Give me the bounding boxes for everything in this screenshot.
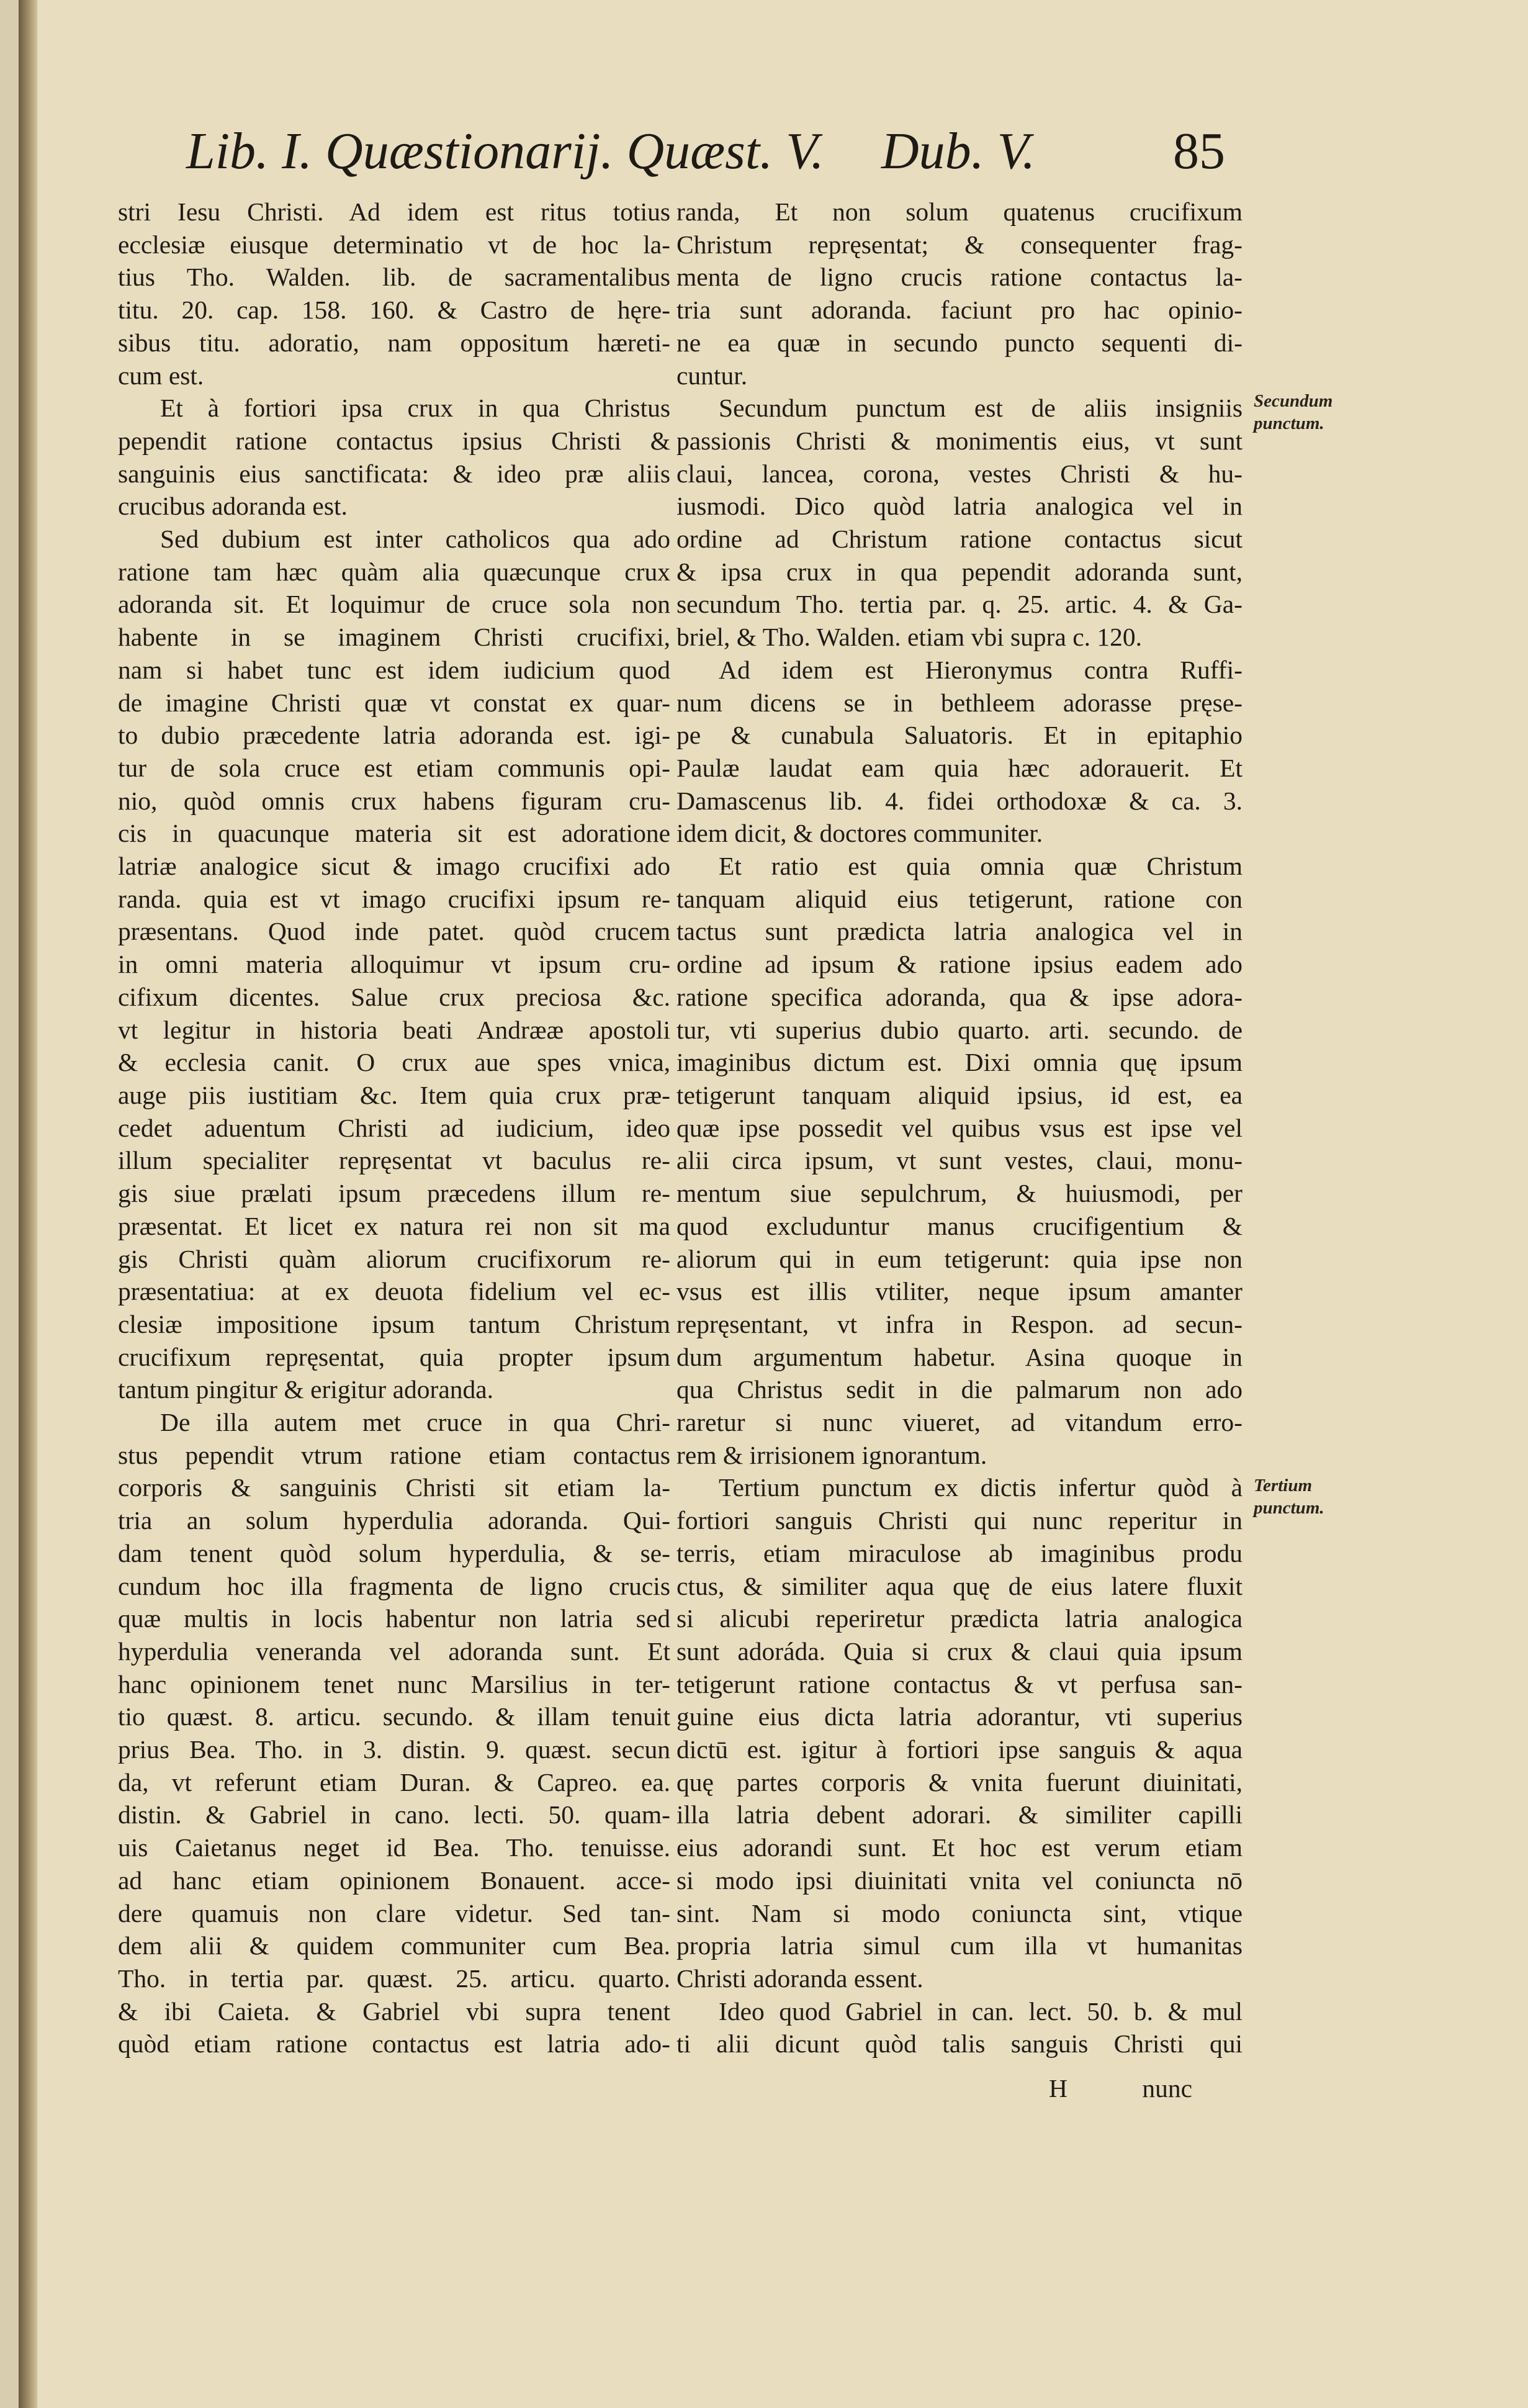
text-line: titu. 20. cap. 158. 160. & Castro de hęre-	[118, 295, 670, 325]
book-page	[19, 0, 1528, 2408]
text-line: præsentans. Quod inde patet. quòd crucem	[118, 917, 670, 946]
text-line: Et à fortiori ipsa crux in qua Christus	[160, 394, 670, 423]
text-line: tactus sunt prædicta latria analogica vel in	[676, 917, 1243, 946]
text-line: to dubio præcedente latria adoranda est. igi-	[118, 721, 670, 750]
text-line: tria an solum hyperdulia adoranda. Qui-	[118, 1506, 670, 1535]
text-line: guine eius dicta latria adorantur, vti superius	[676, 1702, 1243, 1731]
text-line: ecclesiæ eiusque determinatio vt de hoc la-	[118, 230, 670, 259]
text-line: De illa autem met cruce in qua Chri-	[160, 1408, 670, 1437]
text-line: tanquam aliquid eius tetigerunt, ratione con	[676, 884, 1243, 913]
text-line: tur de sola cruce est etiam communis opi-	[118, 753, 670, 782]
text-line: tetigerunt tanquam aliquid ipsius, id est, ea	[676, 1080, 1243, 1109]
text-line: Paulæ laudat eam quia hæc adorauerit. Et	[676, 753, 1243, 782]
text-line: repręsentant, vt infra in Respon. ad secun-	[676, 1309, 1243, 1338]
text-line: vt legitur in historia beati Andrææ apostoli	[118, 1015, 670, 1044]
text-line: in omni materia alloquimur vt ipsum cru-	[118, 950, 670, 979]
text-line: ratione tam hæc quàm alia quæcunque crux	[118, 557, 670, 586]
text-line: alii circa ipsum, vt sunt vestes, claui, monu-	[676, 1146, 1243, 1175]
text-line: aliorum qui in eum tetigerunt: quia ipse non	[676, 1244, 1243, 1273]
text-line: ne ea quæ in secundo puncto sequenti di-	[676, 328, 1243, 357]
text-line: tantum pingitur & erigitur adoranda.	[118, 1375, 494, 1404]
text-line: crucifixum repręsentat, quia propter ipsum	[118, 1342, 670, 1371]
text-line: corporis & sanguinis Christi sit etiam la-	[118, 1473, 670, 1502]
text-line: Tertium punctum ex dictis infertur quòd à	[719, 1473, 1243, 1502]
text-line: fortiori sanguis Christi qui nunc reperitur in	[676, 1506, 1243, 1535]
text-line: ratione specifica adoranda, qua & ipse adora-	[676, 982, 1243, 1011]
text-line: rem & irrisionem ignorantum.	[676, 1440, 987, 1469]
text-line: eius adorandi sunt. Et hoc est verum etiam	[676, 1833, 1243, 1862]
text-line: de imagine Christi quæ vt constat ex quar-	[118, 688, 670, 717]
text-line: num dicens se in bethleem adorasse pręse-	[676, 688, 1243, 717]
text-line: sunt adoráda. Quia si crux & claui quia ipsum	[676, 1636, 1243, 1666]
text-line: cifixum dicentes. Salue crux preciosa &c.	[118, 982, 670, 1011]
text-line: ordine ad ipsum & ratione ipsius eadem ado	[676, 950, 1243, 979]
text-line: Ad idem est Hieronymus contra Ruffi-	[719, 655, 1243, 684]
text-line: tria sunt adoranda. faciunt pro hac opinio-	[676, 295, 1243, 325]
text-line: imaginibus dictum est. Dixi omnia quę ipsum	[676, 1048, 1243, 1077]
text-line: latriæ analogice sicut & imago crucifixi ado	[118, 852, 670, 881]
text-line: auge piis iustitiam &c. Item quia crux præ-	[118, 1080, 670, 1109]
text-line: Tho. in tertia par. quæst. 25. articu. quarto.	[118, 1964, 670, 1993]
text-line: da, vt referunt etiam Duran. & Capreo. ea.	[118, 1767, 670, 1797]
page-gutter	[19, 0, 37, 2408]
text-line: cis in quacunque materia sit est adoratione	[118, 819, 670, 848]
text-line: ti alii dicunt quòd talis sanguis Christi qui	[676, 2029, 1243, 2059]
text-line: ad hanc etiam opinionem Bonauent. acce-	[118, 1865, 670, 1895]
catchword: nunc	[1142, 2074, 1193, 2103]
text-line: Secundum punctum est de aliis insigniis	[719, 394, 1243, 423]
text-line: vsus est illis vtiliter, neque ipsum amanter	[676, 1277, 1243, 1306]
text-line: randa. quia est vt imago crucifixi ipsum re-	[118, 884, 670, 913]
text-line: habente in se imaginem Christi crucifixi,	[118, 623, 670, 652]
text-line: tio quæst. 8. articu. secundo. & illam tenuit	[118, 1702, 670, 1731]
text-line: cum est.	[118, 361, 204, 390]
text-line: ctus, & similiter aqua quę de eius latere fluxit	[676, 1571, 1243, 1600]
text-line: ordine ad Christum ratione contactus sicut	[676, 525, 1243, 554]
text-line: Damascenus lib. 4. fidei orthodoxæ & ca. 3.	[676, 786, 1243, 815]
text-line: si modo ipsi diuinitati vnita vel coniuncta nō	[676, 1865, 1243, 1895]
running-header	[186, 121, 1241, 183]
text-line: randa, Et non solum quatenus crucifixum	[676, 197, 1243, 226]
margin-note-line: Secundum	[1254, 391, 1333, 411]
text-line: dere quamuis non clare videtur. Sed tan-	[118, 1898, 670, 1928]
text-line: dictū est. igitur à fortiori ipse sanguis & aqua	[676, 1735, 1243, 1764]
right-text-column	[676, 196, 1243, 2060]
text-line: menta de ligno crucis ratione contactus la-	[676, 263, 1243, 292]
margin-note-secundum-punctum	[1254, 390, 1378, 435]
text-line: quæ multis in locis habentur non latria sed	[118, 1604, 670, 1633]
text-line: crucibus adoranda est.	[118, 492, 348, 521]
text-line: si alicubi reperiretur prædicta latria analogica	[676, 1604, 1243, 1633]
text-line: prius Bea. Tho. in 3. distin. 9. quæst. secun	[118, 1735, 670, 1764]
left-text-column	[118, 196, 670, 2060]
text-line: Christi adoranda essent.	[676, 1964, 924, 1993]
margin-note-line: punctum.	[1254, 1498, 1324, 1518]
text-line: cedet aduentum Christi ad iudicium, ideo	[118, 1113, 670, 1142]
text-line: nio, quòd omnis crux habens figuram cru-	[118, 786, 670, 815]
text-line: quòd etiam ratione contactus est latria ado-	[118, 2029, 670, 2059]
text-line: cundum hoc illa fragmenta de ligno crucis	[118, 1571, 670, 1600]
text-line: pe & cunabula Saluatoris. Et in epitaphio	[676, 721, 1243, 750]
text-line: nam si habet tunc est idem iudicium quod	[118, 655, 670, 684]
text-line: briel, & Tho. Walden. etiam vbi supra c. 120.	[676, 623, 1143, 652]
text-line: hanc opinionem tenet nunc Marsilius in ter-	[118, 1669, 670, 1698]
margin-note-tertium-punctum	[1254, 1474, 1378, 1519]
text-line: tius Tho. Walden. lib. de sacramentalibus	[118, 263, 670, 292]
text-line: gis Christi quàm aliorum crucifixorum re-	[118, 1244, 670, 1273]
text-line: iusmodi. Dico quòd latria analogica vel in	[676, 492, 1243, 521]
text-line: qua Christus sedit in die palmarum non ado	[676, 1375, 1243, 1404]
text-line: secundum Tho. tertia par. q. 25. artic. 4. & Ga-	[676, 590, 1243, 619]
text-line: sibus titu. adoratio, nam oppositum hæreti-	[118, 328, 670, 357]
text-line: hyperdulia veneranda vel adoranda sunt. Et	[118, 1636, 670, 1666]
text-line: gis siue prælati ipsum præcedens illum re-	[118, 1179, 670, 1208]
text-line: clesiæ impositione ipsum tantum Christum	[118, 1309, 670, 1338]
text-line: stus pependit vtrum ratione etiam contactus	[118, 1440, 670, 1469]
margin-note-line: punctum.	[1254, 413, 1324, 433]
text-line: tur, vti superius dubio quarto. arti. secundo. de	[676, 1015, 1243, 1044]
text-line: sanguinis eius sanctificata: & ideo præ aliis	[118, 459, 670, 488]
text-line: pependit ratione contactus ipsius Christi &	[118, 426, 670, 455]
text-line: præsentatiua: at ex deuota fidelium vel ec-	[118, 1277, 670, 1306]
margin-note-line: Tertium	[1254, 1476, 1313, 1495]
text-line: sint. Nam si modo coniuncta sint, vtique	[676, 1898, 1243, 1928]
text-line: stri Iesu Christi. Ad idem est ritus totius	[118, 197, 670, 226]
running-title: Lib. I. Quæstionarij. Quæst. V.	[186, 122, 824, 180]
text-line: Christum repręsentat; & consequenter frag-	[676, 230, 1243, 259]
text-line: tetigerunt ratione contactus & vt perfusa san-	[676, 1669, 1243, 1698]
page-footer	[1049, 2073, 1261, 2103]
text-line: dam tenent quòd solum hyperdulia, & se-	[118, 1538, 670, 1567]
text-line: passionis Christi & monimentis eius, vt sunt	[676, 426, 1243, 455]
text-line: distin. & Gabriel in cano. lecti. 50. quam-	[118, 1800, 670, 1829]
text-line: mentum siue sepulchrum, & huiusmodi, per	[676, 1179, 1243, 1208]
text-line: raretur si nunc viueret, ad vitandum erro-	[676, 1408, 1243, 1437]
page-number: 85	[1173, 122, 1225, 180]
text-line: adoranda sit. Et loquimur de cruce sola non	[118, 590, 670, 619]
text-line: illum specialiter repręsentat vt baculus re-	[118, 1146, 670, 1175]
text-line: dum argumentum habetur. Asina quoque in	[676, 1342, 1243, 1371]
text-line: claui, lancea, corona, vestes Christi & hu-	[676, 459, 1243, 488]
previous-page-edge	[19, 0, 37, 2408]
running-title-dub: Dub. V.	[881, 122, 1036, 180]
text-line: idem dicit, & doctores communiter.	[676, 819, 1043, 848]
text-line: Sed dubium est inter catholicos qua ado	[160, 525, 670, 554]
text-line: quod excluduntur manus crucifigentium &	[676, 1211, 1243, 1240]
text-line: & ecclesia canit. O crux aue spes vnica,	[118, 1048, 670, 1077]
text-line: præsentat. Et licet ex natura rei non sit ma	[118, 1211, 670, 1240]
text-line: propria latria simul cum illa vt humanitas	[676, 1931, 1243, 1960]
text-line: terris, etiam miraculose ab imaginibus produ	[676, 1538, 1243, 1567]
text-line: uis Caietanus neget id Bea. Tho. tenuisse.	[118, 1833, 670, 1862]
text-line: quæ ipse possedit vel quibus vsus est ipse vel	[676, 1113, 1243, 1142]
text-line: & ipsa crux in qua pependit adoranda sunt,	[676, 557, 1243, 586]
text-line: cuntur.	[676, 361, 748, 390]
text-line: dem alii & quidem communiter cum Bea.	[118, 1931, 670, 1960]
signature-mark: H	[1049, 2074, 1067, 2103]
text-line: quę partes corporis & vnita fuerunt diuinitati,	[676, 1767, 1243, 1797]
text-line: Et ratio est quia omnia quæ Christum	[719, 852, 1243, 881]
text-line: illa latria debent adorari. & similiter capilli	[676, 1800, 1243, 1829]
text-line: Ideo quod Gabriel in can. lect. 50. b. & mul	[719, 1996, 1243, 2026]
text-line: & ibi Caieta. & Gabriel vbi supra tenent	[118, 1996, 670, 2026]
